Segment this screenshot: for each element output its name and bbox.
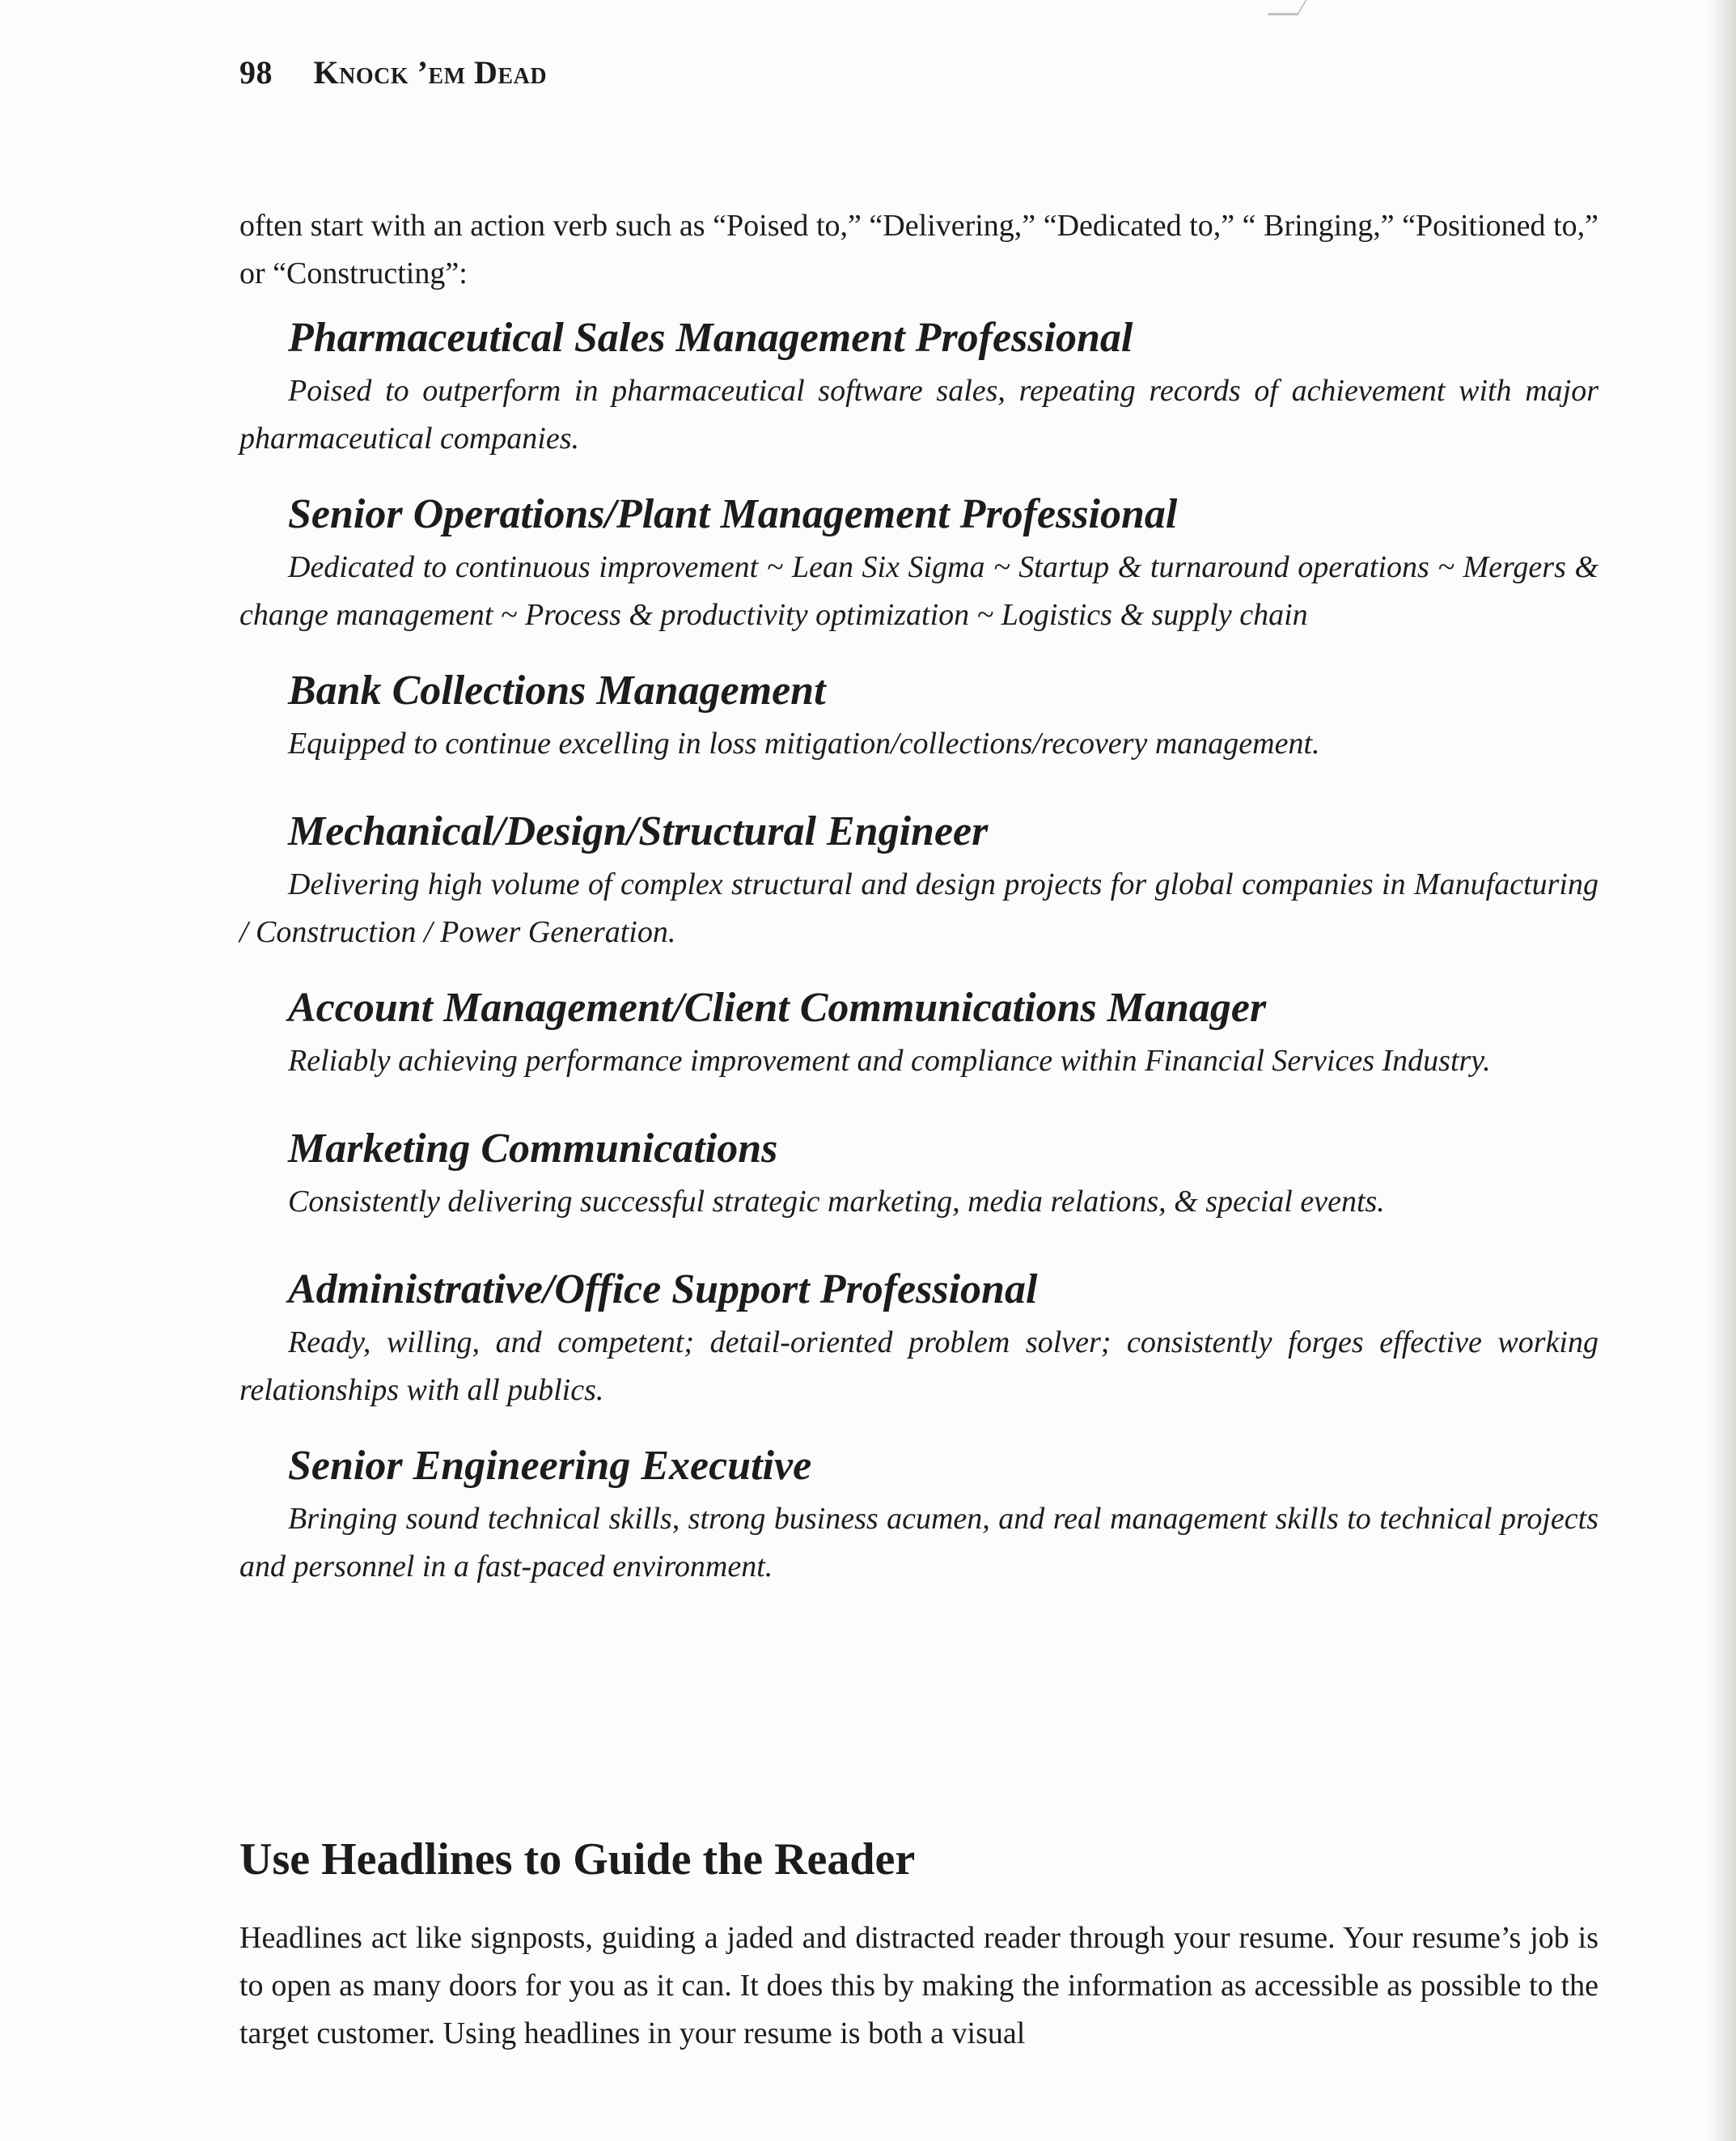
example-entry — [239, 1437, 1598, 1613]
example-description: Reliably achieving performance improvement and compliance within Financial Services Industry. — [288, 1044, 1491, 1078]
page-number: 98 — [239, 54, 273, 91]
book-title: Knock ’em Dead — [313, 54, 548, 91]
example-entry — [239, 1261, 1598, 1437]
example-description: Consistently delivering successful strategic marketing, media relations, & special events. — [288, 1185, 1385, 1219]
example-description: Ready, willing, and competent; detail-oriented problem solver; consistently forges effective working relationships with all publics. — [239, 1325, 1598, 1407]
body-paragraph: Headlines act like signposts, guiding a jaded and distracted reader through your resume. Your resume’s job is to open as many doors for you as it can. It does this by making the information as accessible as possible to the target customer. Using headlines in your resume is both a visual — [239, 1921, 1598, 2050]
example-title: Marketing Communications — [288, 1126, 778, 1172]
example-list — [239, 309, 1598, 1613]
example-entry — [239, 662, 1598, 803]
example-description: Delivering high volume of complex structural and design projects for global companies in Manufacturing / Construction / Power Generation. — [239, 867, 1598, 949]
example-title: Administrative/Office Support Professional — [288, 1266, 1038, 1312]
example-entry — [239, 485, 1598, 662]
example-entry — [239, 803, 1598, 979]
example-title: Account Management/Client Communications Manager — [288, 985, 1267, 1031]
page-edge-shadow — [1708, 0, 1736, 2141]
section-heading: Use Headlines to Guide the Reader — [239, 1834, 916, 1885]
intro-paragraph: often start with an action verb such as “Poised to,” “Delivering,” “Dedicated to,” “ Bringing,” “Positioned to,” or “Constructing”: — [239, 209, 1598, 290]
example-entry — [239, 979, 1598, 1120]
scan-artifact — [1268, 0, 1307, 15]
example-title: Senior Engineering Executive — [288, 1443, 812, 1489]
example-title: Senior Operations/Plant Management Professional — [288, 491, 1178, 537]
example-title: Pharmaceutical Sales Management Professional — [288, 315, 1133, 361]
example-description: Bringing sound technical skills, strong business acumen, and real management skills to technical projects and personnel in a fast-paced environment. — [239, 1502, 1598, 1583]
running-head — [239, 53, 547, 91]
example-description: Poised to outperform in pharmaceutical software sales, repeating records of achievement with major pharmaceutical companies. — [239, 374, 1598, 456]
example-entry — [239, 309, 1598, 485]
example-title: Mechanical/Design/Structural Engineer — [288, 808, 989, 854]
example-description: Dedicated to continuous improvement ~ Lean Six Sigma ~ Startup & turnaround operations ~ Mergers & change management ~ Process & productivity optimization ~ Logistics & supply chain — [239, 550, 1598, 632]
example-title: Bank Collections Management — [288, 668, 826, 714]
example-description: Equipped to continue excelling in loss mitigation/collections/recovery management. — [288, 727, 1320, 761]
example-entry — [239, 1120, 1598, 1261]
